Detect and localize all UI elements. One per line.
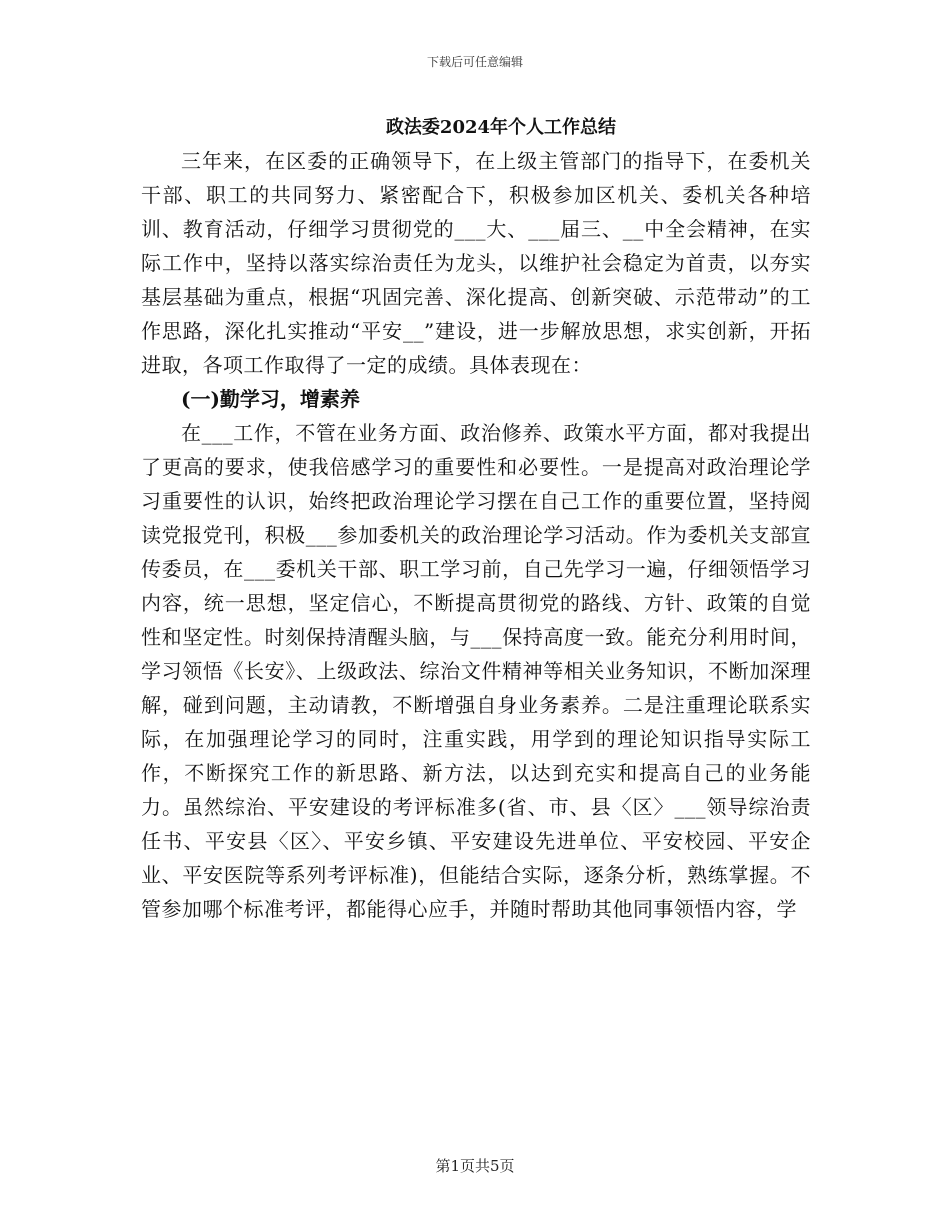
page-number-footer: 第1页共5页 — [435, 1157, 515, 1175]
section-heading-1: (一)勤学习，增素养 — [181, 387, 360, 411]
document-body — [141, 112, 811, 926]
section-1-paragraph: 在___工作，不管在业务方面、政治修养、政策水平方面，都对我提出了更高的要求，使我倍感学习的重要性和必要性。一是提高对政治理论学习重要性的认识，始终把政治理论学习摆在自己工作的重要位置，坚持阅读党报党刊，积极___参加委机关的政治理论学习活动。作为委机关支部宣传委员，在___委机关干部、职工学习前，自己先学习一遍，仔细领悟学习内容，统一思想，坚定信心，不断提高贯彻党的路线、方针、政策的自觉性和坚定性。时刻保持清醒头脑，与___保持高度一致。能充分利用时间，学习领悟《长安》、上级政法、综治文件精神等相关业务知识，不断加深理解，碰到问题，主动请教，不断增强自身业务素养。二是注重理论联系实际，在加强理论学习的同时，注重实践，用学到的理论知识指导实际工作，不断探究工作的新思路、新方法，以达到充实和提高自己的业务能力。虽然综治、平安建设的考评标准多(省、市、县〈区〉___领导综治责任书、平安县〈区〉、平安乡镇、平安建设先进单位、平安校园、平安企业、平安医院等系列考评标准)，但能结合实际，逐条分析，熟练掌握。不管参加哪个标准考评，都能得心应手，并随时帮助其他同事领悟内容，学 — [141, 421, 811, 921]
intro-paragraph: 三年来，在区委的正确领导下，在上级主管部门的指导下，在委机关干部、职工的共同努力、紧密配合下，积极参加区机关、委机关各种培训、教育活动，仔细学习贯彻党的___大、___届三、__中全会精神，在实际工作中，坚持以落实综治责任为龙头，以维护社会稳定为首责，以夯实基层基础为重点，根据“巩固完善、深化提高、创新突破、示范带动”的工作思路，深化扎实推动“平安__”建设，进一步解放思想，求实创新，开拓进取，各项工作取得了一定的成绩。具体表现在： — [141, 149, 811, 377]
page-header-note: 下载后可任意编辑 — [426, 55, 523, 69]
document-title: 政法委2024年个人工作总结 — [385, 117, 617, 138]
